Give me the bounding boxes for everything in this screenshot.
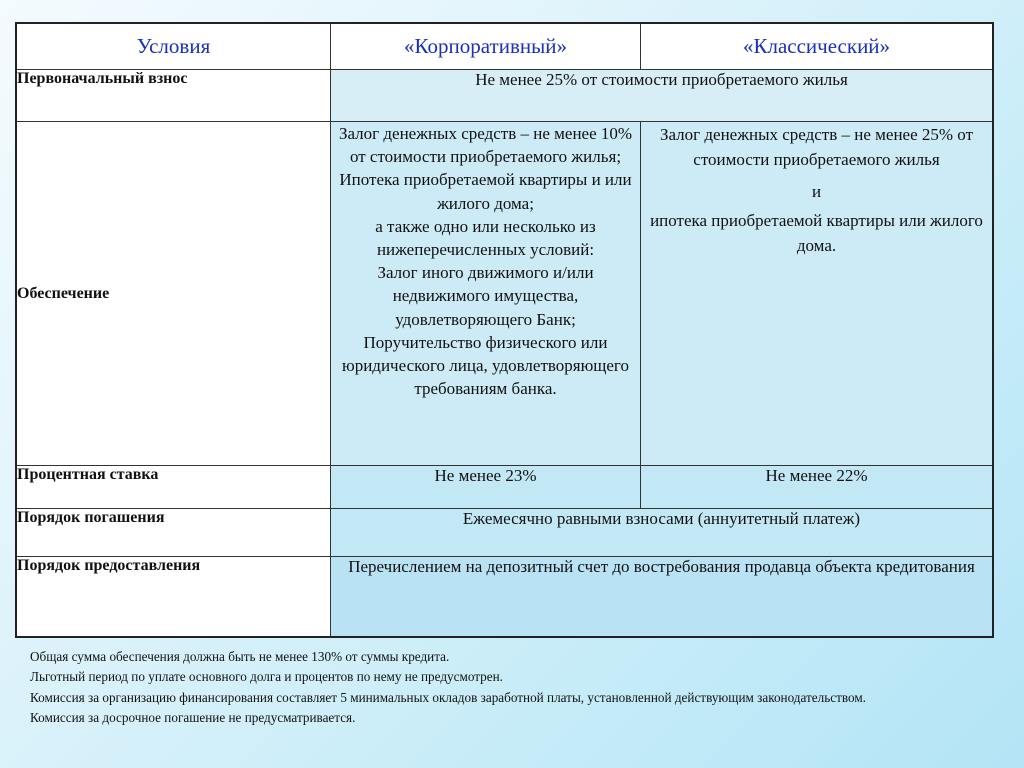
down-payment-label: Первоначальный взнос bbox=[16, 70, 331, 122]
collateral-classic-line: Залог денежных средств – не менее 25% от стоимости приобретаемого жилья bbox=[659, 125, 974, 169]
header-classic: «Классический» bbox=[641, 23, 994, 70]
down-payment-value: Не менее 25% от стоимости приобретаемого жилья bbox=[331, 70, 994, 122]
row-collateral bbox=[16, 122, 993, 466]
disbursement-value: Перечислением на депозитный счет до востребования продавца объекта кредитования bbox=[331, 557, 994, 637]
collateral-classic-conjunction: и bbox=[811, 182, 822, 201]
collateral-corporate-line: Поручительство физического или юридического лица, удовлетворяющего требованиям банка. bbox=[342, 332, 629, 399]
interest-rate-classic: Не менее 22% bbox=[641, 466, 994, 509]
collateral-corporate-line: а также одно или несколько из нижеперечисленных условий: bbox=[375, 216, 596, 260]
collateral-classic bbox=[641, 122, 994, 466]
collateral-corporate-line: Залог иного движимого и/или недвижимого имущества, удовлетворяющего Банк; bbox=[377, 263, 594, 329]
collateral-corporate bbox=[331, 122, 641, 466]
repayment-value: Ежемесячно равными взносами (аннуитетный платеж) bbox=[331, 509, 994, 557]
row-interest-rate bbox=[16, 466, 993, 509]
collateral-classic-line: ипотека приобретаемой квартиры или жилого дома. bbox=[650, 211, 983, 255]
collateral-label: Обеспечение bbox=[16, 122, 331, 466]
row-down-payment bbox=[16, 70, 993, 122]
footnote: Комиссия за досрочное погашение не предусматривается. bbox=[30, 710, 356, 726]
disbursement-label: Порядок предоставления bbox=[16, 557, 331, 637]
row-disbursement bbox=[16, 557, 993, 637]
interest-rate-corporate: Не менее 23% bbox=[331, 466, 641, 509]
footnote: Комиссия за организацию финансирования составляет 5 минимальных окладов заработной платы, установленной действующим законодательством. bbox=[30, 689, 866, 705]
table-header-row bbox=[16, 23, 993, 70]
collateral-corporate-line: Ипотека приобретаемой квартиры и или жилого дома; bbox=[339, 170, 632, 213]
header-conditions: Условия bbox=[16, 23, 331, 70]
footnote: Льготный период по уплате основного долга и процентов по нему не предусмотрен. bbox=[30, 669, 503, 685]
row-repayment bbox=[16, 509, 993, 557]
repayment-label: Порядок погашения bbox=[16, 509, 331, 557]
footnote: Общая сумма обеспечения должна быть не менее 130% от суммы кредита. bbox=[30, 649, 450, 664]
footnotes bbox=[30, 647, 990, 729]
loan-conditions-table bbox=[15, 22, 994, 638]
header-corporate: «Корпоративный» bbox=[331, 23, 641, 70]
interest-rate-label: Процентная ставка bbox=[16, 466, 331, 509]
collateral-corporate-line: Залог денежных средств – не менее 10% от стоимости приобретаемого жилья; bbox=[338, 124, 633, 167]
